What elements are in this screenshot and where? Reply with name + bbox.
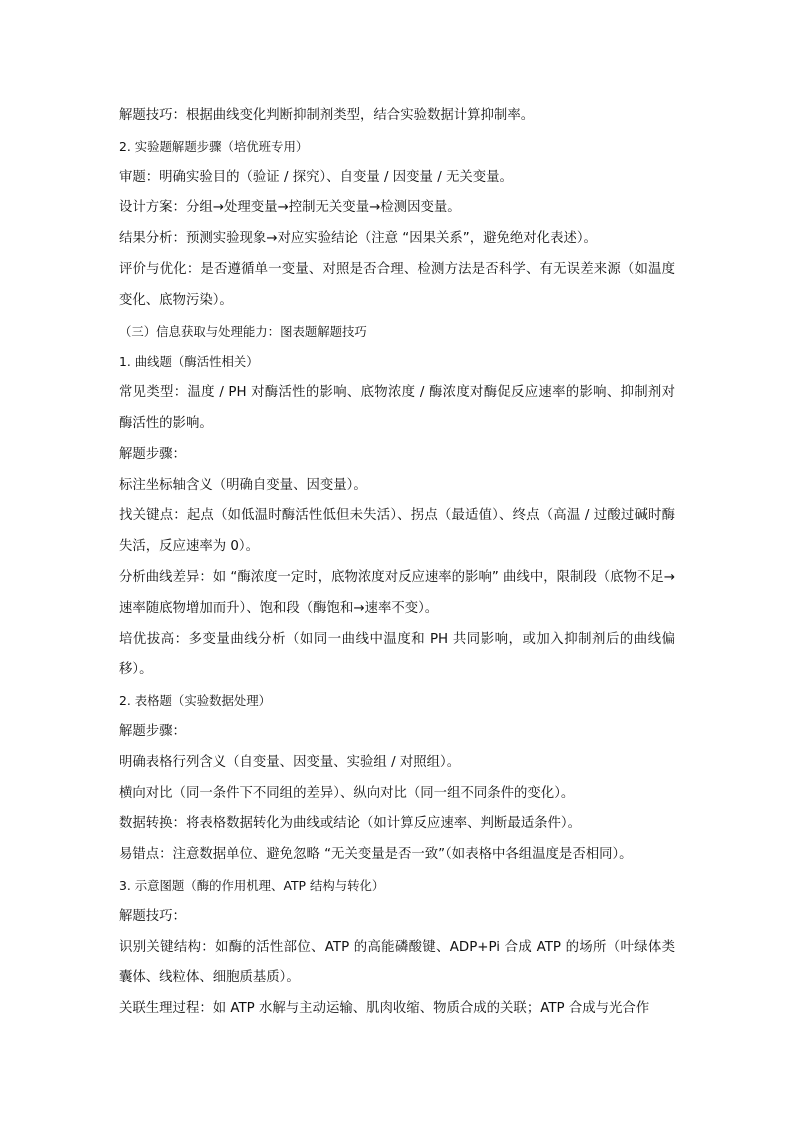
paragraph-axis-meaning: 标注坐标轴含义（明确自变量、因变量）。 bbox=[119, 477, 367, 493]
heading-experiment-steps: 2. 实验题解题步骤（培优班专用） bbox=[119, 138, 309, 154]
document-body bbox=[119, 101, 675, 1025]
paragraph-review-question: 审题：明确实验目的（验证 / 探究）、自变量 / 因变量 / 无关变量。 bbox=[119, 169, 513, 185]
paragraph-curve-differences: 分析曲线差异：如 “酶浓度一定时，底物浓度对反应速率的影响” 曲线中，限制段（底物不足→速率随底物增加而升）、饱和段（酶饱和→速率不变）。 bbox=[119, 569, 675, 616]
heading-table-questions: 2. 表格题（实验数据处理） bbox=[119, 693, 272, 709]
heading-info-processing: （三）信息获取与处理能力：图表题解题技巧 bbox=[119, 323, 367, 339]
paragraph-evaluation: 评价与优化：是否遵循单一变量、对照是否合理、检测方法是否科学、有无误差来源（如温度变化、底物污染）。 bbox=[119, 261, 675, 308]
paragraph-tips-label: 解题技巧： bbox=[119, 908, 186, 924]
paragraph-answer-tips: 解题技巧：根据曲线变化判断抑制剂类型，结合实验数据计算抑制率。 bbox=[119, 108, 535, 123]
paragraph-result-analysis: 结果分析：预测实验现象→对应实验结论（注意 “因果关系”，避免绝对化表述）。 bbox=[119, 231, 597, 247]
paragraph-design-plan: 设计方案：分组→处理变量→控制无关变量→检测因变量。 bbox=[119, 200, 461, 216]
paragraph-solving-steps-label: 解题步骤： bbox=[119, 446, 186, 462]
paragraph-common-types: 常见类型：温度 / PH 对酶活性的影响、底物浓度 / 酶浓度对酶促反应速率的影响、抑制剂对酶活性的影响。 bbox=[119, 385, 675, 431]
paragraph-common-mistakes: 易错点：注意数据单位、避免忽略 “无关变量是否一致”（如表格中各组温度是否相同）。 bbox=[119, 847, 633, 863]
heading-diagram-questions: 3. 示意图题（酶的作用机理、ATP 结构与转化） bbox=[119, 877, 385, 893]
paragraph-physiological-process: 关联生理过程：如 ATP 水解与主动运输、肌肉收缩、物质合成的关联；ATP 合成与光合作 bbox=[119, 1001, 650, 1017]
heading-curve-questions: 1. 曲线题（酶活性相关） bbox=[119, 354, 259, 370]
paragraph-solving-steps-label-2: 解题步骤： bbox=[119, 723, 186, 739]
paragraph-data-conversion: 数据转换：将表格数据转化为曲线或结论（如计算反应速率、判断最适条件）。 bbox=[119, 816, 581, 832]
paragraph-table-meaning: 明确表格行列含义（自变量、因变量、实验组 / 对照组）。 bbox=[119, 754, 461, 770]
paragraph-advanced: 培优拔高：多变量曲线分析（如同一曲线中温度和 PH 共同影响，或加入抑制剂后的曲线偏移）。 bbox=[119, 631, 675, 678]
paragraph-key-structures: 识别关键结构：如酶的活性部位、ATP 的高能磷酸键、ADP+Pi 合成 ATP 的场所（叶绿体类囊体、线粒体、细胞质基质）。 bbox=[119, 939, 675, 986]
paragraph-comparison: 横向对比（同一条件下不同组的差异）、纵向对比（同一组不同条件的变化）。 bbox=[119, 785, 575, 801]
paragraph-key-points: 找关键点：起点（如低温时酶活性低但未失活）、拐点（最适值）、终点（高温 / 过酸过碱时酶失活，反应速率为 0）。 bbox=[119, 508, 675, 555]
